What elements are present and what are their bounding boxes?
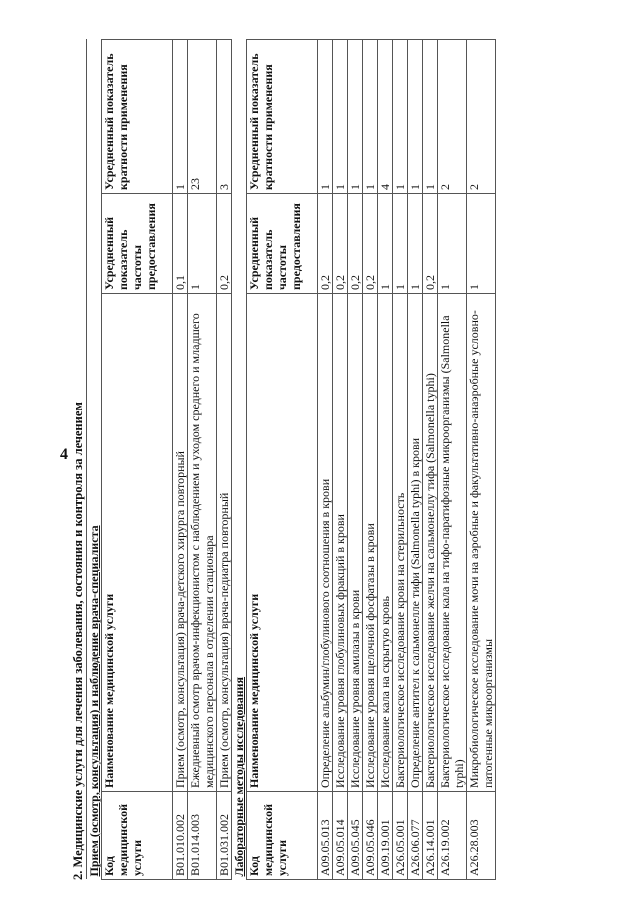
- service-name: Исследование уровня щелочной фосфатазы в крови: [363, 294, 378, 792]
- table-row: [333, 39, 348, 879]
- table-row: [173, 39, 188, 879]
- service-code: A09.05.014: [333, 792, 348, 880]
- table-row: [438, 39, 467, 879]
- table-row: [393, 39, 408, 879]
- table-row: [467, 39, 496, 879]
- col-header-frequency: Усредненный показатель частоты предоставления: [102, 194, 173, 294]
- table-row: [217, 39, 232, 879]
- service-multiplicity: 1: [333, 39, 348, 193]
- col-header-name: Наименование медицинской услуги: [247, 294, 318, 792]
- service-name: Прием (осмотр, консультация) врача-педиатра повторный: [217, 294, 232, 792]
- col-header-multiplicity: Усредненный показатель кратности применения: [102, 39, 173, 193]
- table-row: [188, 39, 217, 879]
- service-frequency: 0,2: [348, 194, 363, 294]
- subsection-title: Прием (осмотр, консультация) и наблюдение врача-специалиста: [87, 39, 102, 879]
- service-name: Микробиологическое исследование мочи на аэробные и факультативно-анаэробные условно-патогенные микроорганизмы: [467, 294, 496, 792]
- service-frequency: 0,2: [333, 194, 348, 294]
- service-frequency: 0,2: [363, 194, 378, 294]
- service-name: Бактериологическое исследование желчи на сальмонеллу тифа (Salmonella typhi): [423, 294, 438, 792]
- service-name: Исследование уровня амилазы в крови: [348, 294, 363, 792]
- service-multiplicity: 1: [393, 39, 408, 193]
- service-name: Бактериологическое исследование кала на тифо-паратифозные микроорганизмы (Salmonella typhi): [438, 294, 467, 792]
- col-header-code: Код медицинской услуги: [247, 792, 318, 880]
- service-code: A26.06.077: [408, 792, 423, 880]
- service-multiplicity: 3: [217, 39, 232, 193]
- service-multiplicity: 1: [348, 39, 363, 193]
- service-name: Прием (осмотр, консультация) врача-детского хирурга повторный: [173, 294, 188, 792]
- service-name: Определение альбумин/глобулинового соотношения в крови: [318, 294, 333, 792]
- service-frequency: 1: [438, 194, 467, 294]
- service-name: Исследование кала на скрытую кровь: [378, 294, 393, 792]
- service-frequency: 1: [408, 194, 423, 294]
- service-multiplicity: 1: [363, 39, 378, 193]
- section-heading: 2. Медицинские услуги для лечения заболевания, состояния и контроля за лечением: [71, 402, 85, 880]
- service-frequency: 1: [378, 194, 393, 294]
- table-row: [408, 39, 423, 879]
- service-code: A09.19.001: [378, 792, 393, 880]
- table-row: [348, 39, 363, 879]
- table-row: [318, 39, 333, 879]
- service-multiplicity: 1: [423, 39, 438, 193]
- service-frequency: 0,2: [318, 194, 333, 294]
- service-multiplicity: 1: [408, 39, 423, 193]
- table-row: [423, 39, 438, 879]
- col-header-multiplicity: Усредненный показатель кратности применения: [247, 39, 318, 193]
- table-row: [363, 39, 378, 879]
- service-multiplicity: 2: [467, 39, 496, 193]
- service-code: A26.28.003: [467, 792, 496, 880]
- page-number: 4: [60, 446, 68, 463]
- service-name: Исследование уровня глобулиновых фракций в крови: [333, 294, 348, 792]
- table-row: [378, 39, 393, 879]
- service-frequency: 0,1: [173, 194, 188, 294]
- service-code: B01.014.003: [188, 792, 217, 880]
- rotated-page-content: [70, 40, 600, 880]
- service-frequency: 1: [188, 194, 217, 294]
- service-multiplicity: 4: [378, 39, 393, 193]
- service-frequency: 0,2: [423, 194, 438, 294]
- service-multiplicity: 2: [438, 39, 467, 193]
- col-header-code: Код медицинской услуги: [102, 792, 173, 880]
- service-code: A09.05.046: [363, 792, 378, 880]
- service-frequency: 0,2: [217, 194, 232, 294]
- service-multiplicity: 1: [318, 39, 333, 193]
- service-code: A26.05.001: [393, 792, 408, 880]
- service-frequency: 1: [393, 194, 408, 294]
- col-header-frequency: Усредненный показатель частоты предоставления: [247, 194, 318, 294]
- service-name: Бактериологическое исследование крови на стерильность: [393, 294, 408, 792]
- service-name: Ежедневный осмотр врачом-инфекционистом с наблюдением и уходом среднего и младшего медицинского персонала в отделении стационара: [188, 294, 217, 792]
- service-code: A26.14.001: [423, 792, 438, 880]
- service-code: A09.05.013: [318, 792, 333, 880]
- service-code: B01.010.002: [173, 792, 188, 880]
- service-multiplicity: 23: [188, 39, 217, 193]
- service-code: A09.05.045: [348, 792, 363, 880]
- subsection-title: Лабораторные методы исследования: [232, 39, 247, 879]
- services-table: [86, 39, 496, 880]
- service-frequency: 1: [467, 194, 496, 294]
- service-code: B01.031.002: [217, 792, 232, 880]
- service-name: Определение антител к сальмонелле тифи (Salmonella typhi) в крови: [408, 294, 423, 792]
- col-header-name: Наименование медицинской услуги: [102, 294, 173, 792]
- service-multiplicity: 1: [173, 39, 188, 193]
- service-code: A26.19.002: [438, 792, 467, 880]
